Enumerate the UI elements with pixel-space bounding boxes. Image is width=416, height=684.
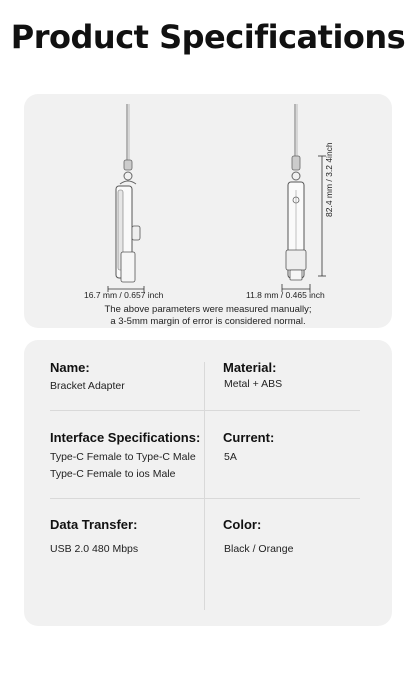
dimensions-panel	[24, 94, 392, 328]
data-transfer-value: USB 2.0 480 Mbps	[50, 543, 139, 555]
side-width-label: 11.8 mm / 0.465 inch	[246, 290, 325, 300]
color-value: Black / Orange	[224, 543, 294, 555]
row-divider	[50, 498, 360, 499]
page-title: Product Specifications	[10, 18, 406, 56]
row-divider	[50, 410, 360, 411]
height-label: 82.4 mm / 3.2 4inch	[324, 142, 334, 217]
front-view-illustration	[116, 104, 140, 282]
current-value: 5A	[224, 451, 237, 463]
material-label: Material:	[223, 360, 277, 375]
data-transfer-label: Data Transfer:	[50, 517, 138, 532]
specifications-panel	[24, 340, 392, 626]
interface-value-1: Type-C Female to Type-C Male	[50, 451, 196, 463]
column-divider	[204, 362, 205, 610]
side-view-illustration	[286, 104, 306, 280]
interface-label: Interface Specifications:	[50, 430, 201, 445]
name-value: Bracket Adapter	[50, 380, 125, 392]
current-label: Current:	[223, 430, 275, 445]
measurement-note-line1: The above parameters were measured manually;	[104, 304, 312, 315]
interface-value-2: Type-C Female to ios Male	[50, 468, 176, 480]
name-label: Name:	[50, 360, 90, 375]
front-width-label: 16.7 mm / 0.657 inch	[84, 290, 164, 300]
material-value: Metal + ABS	[224, 378, 283, 390]
measurement-note-line2: a 3-5mm margin of error is considered normal.	[110, 316, 306, 327]
product-dimension-drawing	[24, 94, 392, 328]
color-label: Color:	[223, 517, 262, 532]
